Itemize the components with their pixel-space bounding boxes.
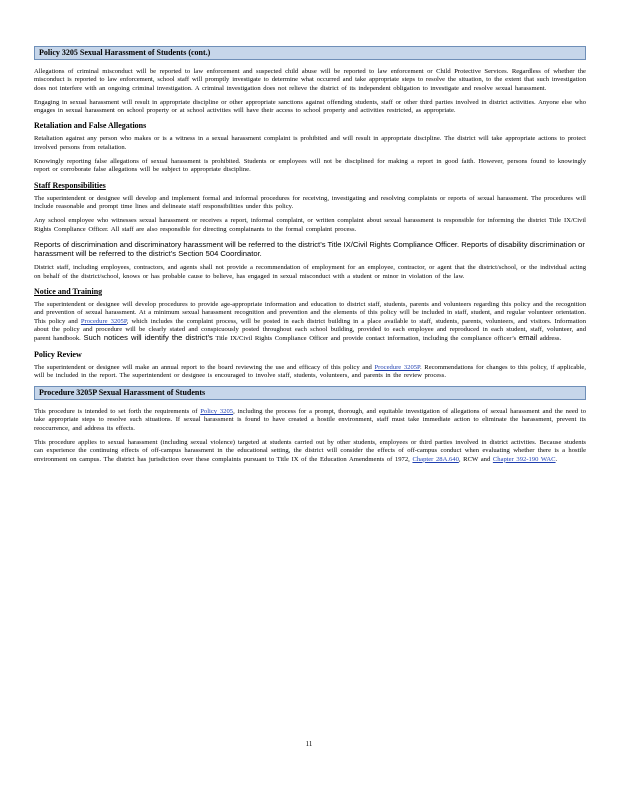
notice-text-email: email xyxy=(518,333,538,343)
page-number: 11 xyxy=(305,740,313,748)
heading-notice-training: Notice and Training xyxy=(34,287,103,297)
paragraph-criminal-misconduct: Allegations of criminal misconduct will be reported to law enforcement and suspected child abuse will be reported to law enforcement or Child Protective Services. Regardless of whether the misconduct is reported to law enforcement, school staff will promptly investigate to determine what occurred and take appropriate steps to resolve the situation, to the extent that such investigation does not interfere with an ongoing criminal investigation. A criminal investigation does not relieve the district of its independent obligation to investigate and resolve sexual harassment. xyxy=(34,68,586,92)
paragraph-notice xyxy=(34,301,586,343)
heading-staff-responsibilities: Staff Responsibilities xyxy=(34,180,106,190)
notice-text-2: , which includes the complaint process, will be posted in each district building in a place available to staff, students, parents, volunteers, and visitors. Information about the policy and procedure will be clearly stated and conspicuously posted throughout each school building, provided to each employee and reproduced in each student, staff, volunteer, and parent handbook. xyxy=(34,317,586,343)
procedure-3205p-link[interactable]: Procedure 3205P xyxy=(80,317,127,325)
paragraph-procedure-intent xyxy=(34,408,586,433)
paragraph-employee-reporting: Any school employee who witnesses sexual harassment or receives a report, informal complaint, or written complaint about sexual harassment is responsible for informing the district Title IX/Civil Rights Compliance Officer. All staff are also responsible for directing complainants to the formal complaint process. xyxy=(34,217,586,233)
paragraph-false-allegations: Knowingly reporting false allegations of sexual harassment is prohibited. Students or employees will not be disciplined for making a report in good faith. However, persons found to knowingly report or corroborate false allegations will be subject to appropriate discipline. xyxy=(34,158,586,174)
procedure-section-banner: Procedure 3205P Sexual Harassment of Students xyxy=(34,386,586,400)
notice-text-5: address. xyxy=(537,335,562,343)
policy-section-banner: Policy 3205 Sexual Harassment of Students (cont.) xyxy=(34,46,586,60)
policy-3205-link[interactable]: Policy 3205 xyxy=(200,408,234,416)
notice-text-1: The superintendent or designee will develop procedures to provide age-appropriate information and education to district staff, students, parents and volunteers regarding this policy and the recognition and prevention of sexual harassment. At a minimum sexual harassment recognition and prevention and the elements of this policy will be included in staff, student, and regular volunteer orientation. This policy and xyxy=(34,301,586,325)
paragraph-referrals: Reports of discrimination and discriminatory harassment will be referred to the district’s Title IX/Civil Rights Compliance Officer. Reports of disability discrimination or harassment will be referred to the district’s Section 504 Coordinator. xyxy=(34,239,585,259)
review-text-2: . Recommendations for changes to this policy, if applicable, will be included in the report. The superintendent or designee is encouraged to involve staff, students, volunteers, and parents in the review process. xyxy=(34,363,586,379)
scope-text-2: , RCW and xyxy=(458,455,493,463)
procedure-3205p-link-2[interactable]: Procedure 3205P xyxy=(374,363,420,371)
notice-text-3: Such notices will identify the district’s xyxy=(83,333,213,343)
paragraph-procedures: The superintendent or designee will develop and implement formal and informal procedures for receiving, investigating and resolving complaints or reports of sexual harassment. The procedures will include reasonable and prompt time lines and delineate staff responsibilities under this policy. xyxy=(34,194,586,210)
intent-text-1: This procedure is intended to set forth the requirements of xyxy=(34,408,201,416)
heading-retaliation: Retaliation and False Allegations xyxy=(34,121,147,131)
chapter-392-190-link[interactable]: Chapter 392-190 WAC xyxy=(492,455,556,463)
scope-text-1: This procedure applies to sexual harassment (including sexual violence) targeted at students carried out by other students, employees or third parties involved in district activities. Because students can experience the continuing effects of off-campus harassment in the educational setting, the district will consider the effects of off-campus conduct when evaluating whether there is a hostile environment on campus. The district has jurisdiction over these complaints pursuant to Title IX of the Education Amendments of 1972, xyxy=(34,439,586,463)
heading-policy-review: Policy Review xyxy=(34,349,82,359)
paragraph-review xyxy=(34,364,586,381)
paragraph-discipline: Engaging in sexual harassment will result in appropriate discipline or other appropriate sanctions against offending students, staff or other third parties involved in district activities. Anyone else who engages in sexual harassment on school property or at school activities will have their access to school property and activities restricted, as appropriate. xyxy=(34,98,586,115)
paragraph-retaliation: Retaliation against any person who makes or is a witness in a sexual harassment complaint is prohibited and will result in appropriate discipline. The district will take appropriate actions to protect involved persons from retaliation. xyxy=(34,135,586,151)
notice-text-4: Title IX/Civil Rights Compliance Officer and provide contact information, including the compliance officer’s xyxy=(212,335,519,343)
page-content xyxy=(34,46,586,470)
review-text-1: The superintendent or designee will make an annual report to the board reviewing the use and efficacy of this policy and xyxy=(34,363,375,371)
paragraph-procedure-scope xyxy=(34,439,586,464)
paragraph-recommendations: District staff, including employees, contractors, and agents shall not provide a recommendation of employment for an employee, contractor, or agent that the district/school, or the individual acting on behalf of the district/school, knows or has probable cause to believe, has engaged in sexual misconduct with a student or minor in violation of the law. xyxy=(34,264,586,280)
scope-text-3: . xyxy=(555,455,558,463)
chapter-28a640-link[interactable]: Chapter 28A.640 xyxy=(412,455,459,463)
intent-text-2: , including the process for a prompt, thorough, and equitable investigation of allegations of sexual harassment and the need to take appropriate steps to resolve such situations. If sexual harassment is found to have created a hostile environment, staff must take immediate action to eliminate the harassment, prevent its reoccurrence, and address its effects. xyxy=(34,408,586,432)
